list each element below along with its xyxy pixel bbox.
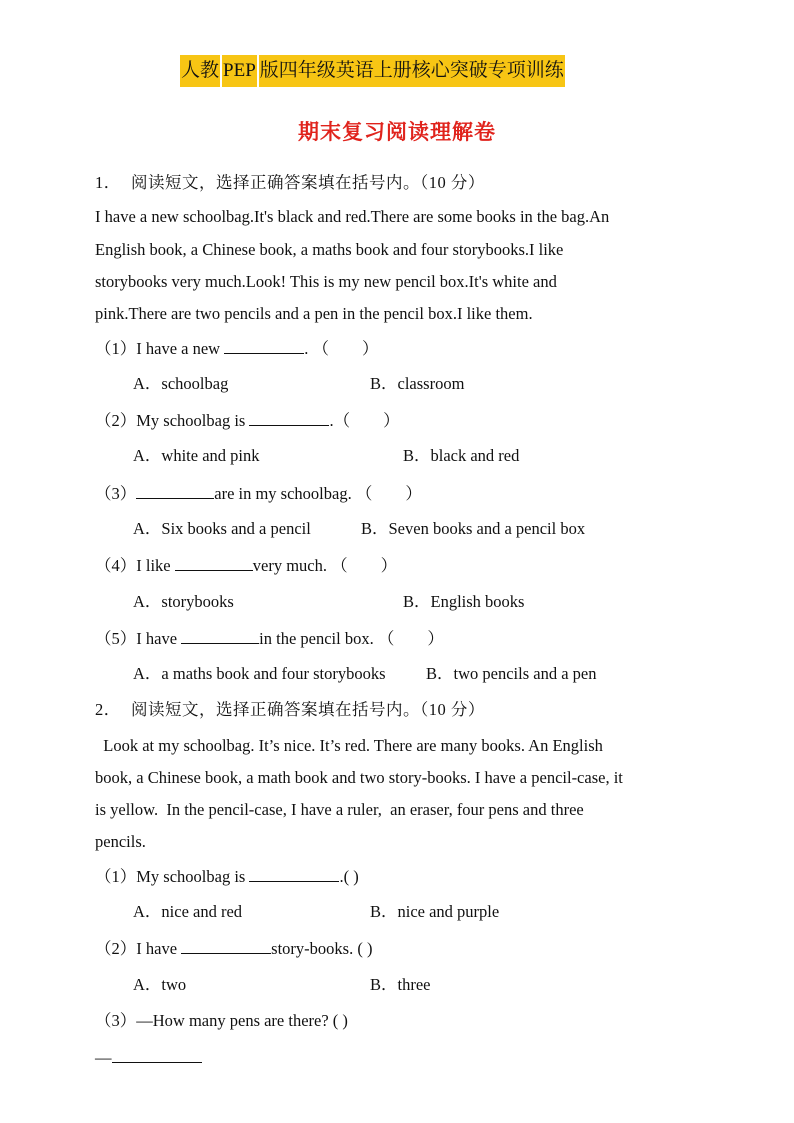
s1-q4-stem: （4）I like <box>95 556 175 575</box>
passage-1-line-2: English book, a Chinese book, a maths book and four storybooks.I like <box>95 240 564 259</box>
answer-dash: — <box>95 1048 112 1067</box>
answer-blank[interactable] <box>249 409 329 426</box>
answer-blank[interactable] <box>224 337 304 354</box>
passage-2-line-3: is yellow. In the pencil-case, I have a ruler, an eraser, four pens and three <box>95 800 584 819</box>
s1-q4-tail: very much. （ ） <box>252 556 398 575</box>
banner-part-3: 版四年级英语上册核心突破专项训练 <box>259 55 565 87</box>
s1-q3-option-b[interactable]: B．Seven books and a pencil box <box>361 519 586 538</box>
s1-q4-option-a[interactable]: A．storybooks <box>133 592 234 611</box>
s1-q5-option-a[interactable]: A．a maths book and four storybooks <box>133 664 386 683</box>
s2-question-2 <box>95 937 372 960</box>
s1-q3-stem: （3） <box>95 484 137 503</box>
s2-q3-stem: （3）—How many pens are there? ( ) <box>95 1011 348 1030</box>
s1-question-5 <box>95 627 444 650</box>
passage-1-line-4: pink.There are two pencils and a pen in the pencil box.I like them. <box>95 304 533 323</box>
s1-question-4 <box>95 554 397 577</box>
answer-blank[interactable] <box>181 627 259 644</box>
s2-question-3 <box>95 1010 348 1032</box>
s2-question-1 <box>95 865 359 888</box>
answer-blank[interactable] <box>112 1046 202 1063</box>
s1-question-3 <box>95 482 422 505</box>
s2-q2-tail: story-books. ( ) <box>271 939 373 958</box>
s1-q2-tail: .（ ） <box>329 411 400 430</box>
passage-2-line-1: Look at my schoolbag. It’s nice. It’s red. There are many books. An English <box>95 736 603 755</box>
s1-q3-option-a[interactable]: A．Six books and a pencil <box>133 519 311 538</box>
banner-part-2: PEP <box>222 55 257 87</box>
s2-q2-stem: （2）I have <box>95 939 182 958</box>
title-banner <box>180 55 567 87</box>
s1-question-1 <box>95 337 378 360</box>
passage-1-line-1: I have a new schoolbag.It's black and red.There are some books in the bag.An <box>95 207 610 226</box>
section-1-number: 1． <box>95 173 121 192</box>
s1-question-2 <box>95 409 400 432</box>
answer-blank[interactable] <box>175 554 253 571</box>
s1-q4-option-b[interactable]: B．English books <box>403 592 525 611</box>
s2-q1-stem: （1）My schoolbag is <box>95 867 250 886</box>
s1-q1-tail: . （ ） <box>304 339 379 358</box>
passage-2-line-2: book, a Chinese book, a math book and two story-books. I have a pencil-case, it <box>95 768 623 787</box>
s2-q1-option-b[interactable]: B．nice and purple <box>370 902 500 921</box>
s1-q5-tail: in the pencil box. （ ） <box>259 629 444 648</box>
answer-blank[interactable] <box>181 937 271 954</box>
section-1-instruction: 阅读短文，选择正确答案填在括号内。（10 分） <box>131 173 485 192</box>
section-2-number: 2． <box>95 700 121 719</box>
section-2-instruction: 阅读短文，选择正确答案填在括号内。（10 分） <box>131 700 485 719</box>
s1-q1-option-b[interactable]: B．classroom <box>370 374 465 393</box>
s2-q2-option-b[interactable]: B．three <box>370 975 431 994</box>
s1-q5-option-b[interactable]: B．two pencils and a pen <box>426 664 597 683</box>
s1-q5-stem: （5）I have <box>95 629 182 648</box>
s1-q1-option-a[interactable]: A．schoolbag <box>133 374 229 393</box>
s1-q3-tail: are in my schoolbag. （ ） <box>214 484 422 503</box>
s2-q3-answer-line <box>95 1046 202 1069</box>
page-subtitle: 期末复习阅读理解卷 <box>298 120 496 144</box>
section-1-heading <box>95 172 485 194</box>
s2-q1-tail: .( ) <box>339 867 359 886</box>
passage-2-line-4: pencils. <box>95 832 146 851</box>
s1-q1-stem: （1）I have a new <box>95 339 225 358</box>
s1-q2-option-b[interactable]: B．black and red <box>403 446 520 465</box>
s2-q2-option-a[interactable]: A．two <box>133 975 187 994</box>
answer-blank[interactable] <box>136 482 214 499</box>
answer-blank[interactable] <box>249 865 339 882</box>
section-2-heading <box>95 699 485 721</box>
passage-1-line-3: storybooks very much.Look! This is my new pencil box.It's white and <box>95 272 557 291</box>
s2-q1-option-a[interactable]: A．nice and red <box>133 902 243 921</box>
banner-part-1: 人教 <box>180 55 220 87</box>
s1-q2-stem: （2）My schoolbag is <box>95 411 250 430</box>
s1-q2-option-a[interactable]: A．white and pink <box>133 446 260 465</box>
